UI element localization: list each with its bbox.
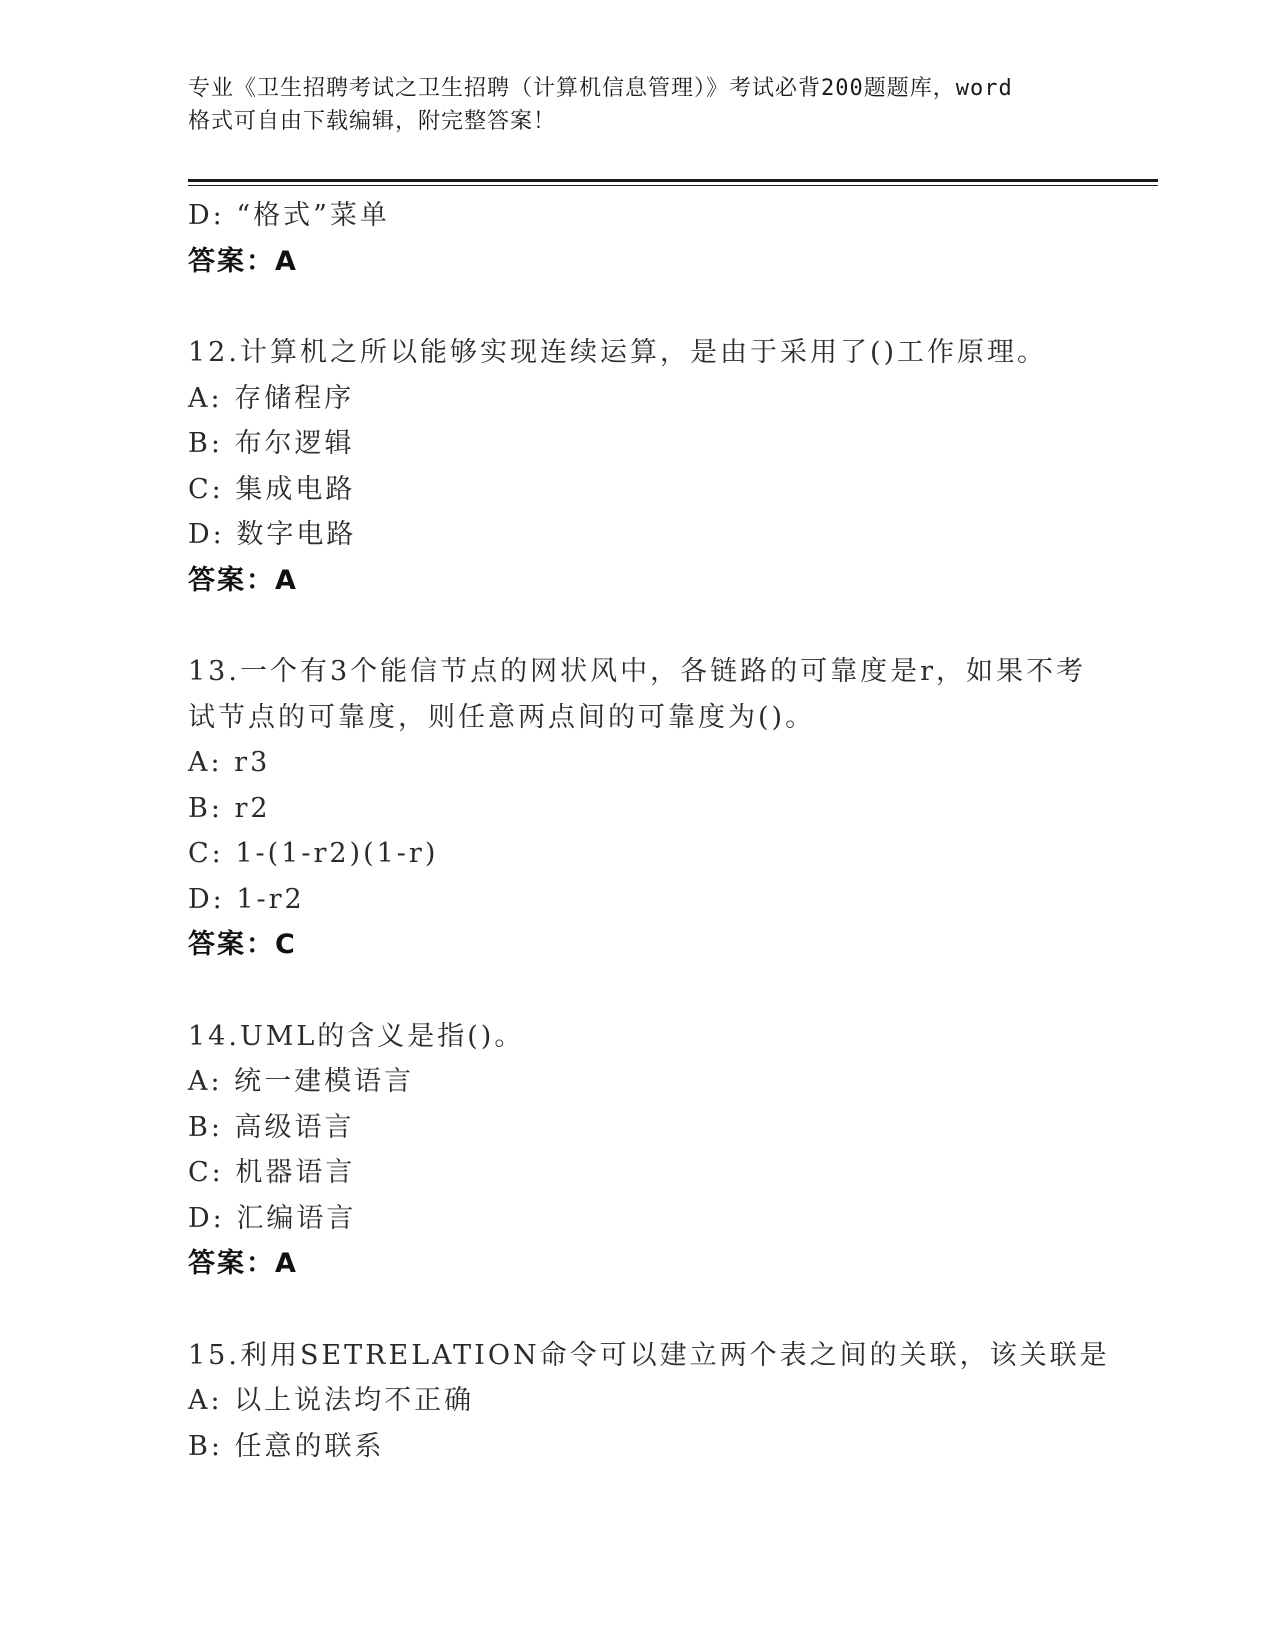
document-header bbox=[188, 72, 1088, 138]
option-b: B: 任意的联系 bbox=[188, 1430, 385, 1462]
option-d: D: 数字电路 bbox=[188, 519, 357, 550]
question-list bbox=[188, 193, 1110, 1469]
question-13 bbox=[188, 649, 1088, 968]
question-stem-line-1: 13.一个有3个能信节点的网状风中，各链路的可靠度是r，如果不考 bbox=[188, 656, 1087, 687]
option-a: A: r3 bbox=[188, 747, 271, 778]
question-12 bbox=[188, 330, 1088, 603]
option-c: C: 集成电路 bbox=[188, 473, 356, 505]
header-line-1: 专业《卫生招聘考试之卫生招聘（计算机信息管理）》考试必背200题题库，word bbox=[188, 76, 1013, 101]
header-divider-thin bbox=[188, 185, 1158, 186]
option-b: B: 布尔逻辑 bbox=[188, 428, 355, 459]
option-a: A: 存储程序 bbox=[188, 382, 355, 414]
question-stem-line-2: 试节点的可靠度，则任意两点间的可靠度为()。 bbox=[188, 701, 816, 733]
question-stem: 12.计算机之所以能够实现连续运算，是由于采用了()工作原理。 bbox=[188, 337, 1048, 368]
header-divider-thick bbox=[188, 179, 1158, 182]
option-d: D: “格式”菜单 bbox=[188, 200, 390, 231]
question-15 bbox=[188, 1333, 1110, 1470]
answer-line: 答案：A bbox=[188, 564, 298, 596]
option-a: A: 以上说法均不正确 bbox=[188, 1385, 475, 1416]
answer-line: 答案：C bbox=[188, 929, 297, 960]
option-a: A: 统一建模语言 bbox=[188, 1066, 415, 1097]
question-prev bbox=[188, 193, 1088, 284]
option-d: D: 1-r2 bbox=[188, 883, 305, 915]
answer-line: 答案：A bbox=[188, 1248, 298, 1279]
header-line-2: 格式可自由下载编辑，附完整答案！ bbox=[188, 109, 557, 134]
option-b: B: 高级语言 bbox=[188, 1111, 355, 1143]
option-b: B: r2 bbox=[188, 792, 271, 824]
answer-line: 答案：A bbox=[188, 245, 298, 277]
option-c: C: 机器语言 bbox=[188, 1157, 356, 1188]
question-stem: 15.利用SETRELATION命令可以建立两个表之间的关联，该关联是 bbox=[188, 1339, 1110, 1371]
option-d: D: 汇编语言 bbox=[188, 1202, 357, 1234]
question-stem: 14.UML的含义是指()。 bbox=[188, 1020, 525, 1052]
question-14 bbox=[188, 1014, 1088, 1287]
option-c: C: 1-(1-r2)(1-r) bbox=[188, 838, 439, 869]
